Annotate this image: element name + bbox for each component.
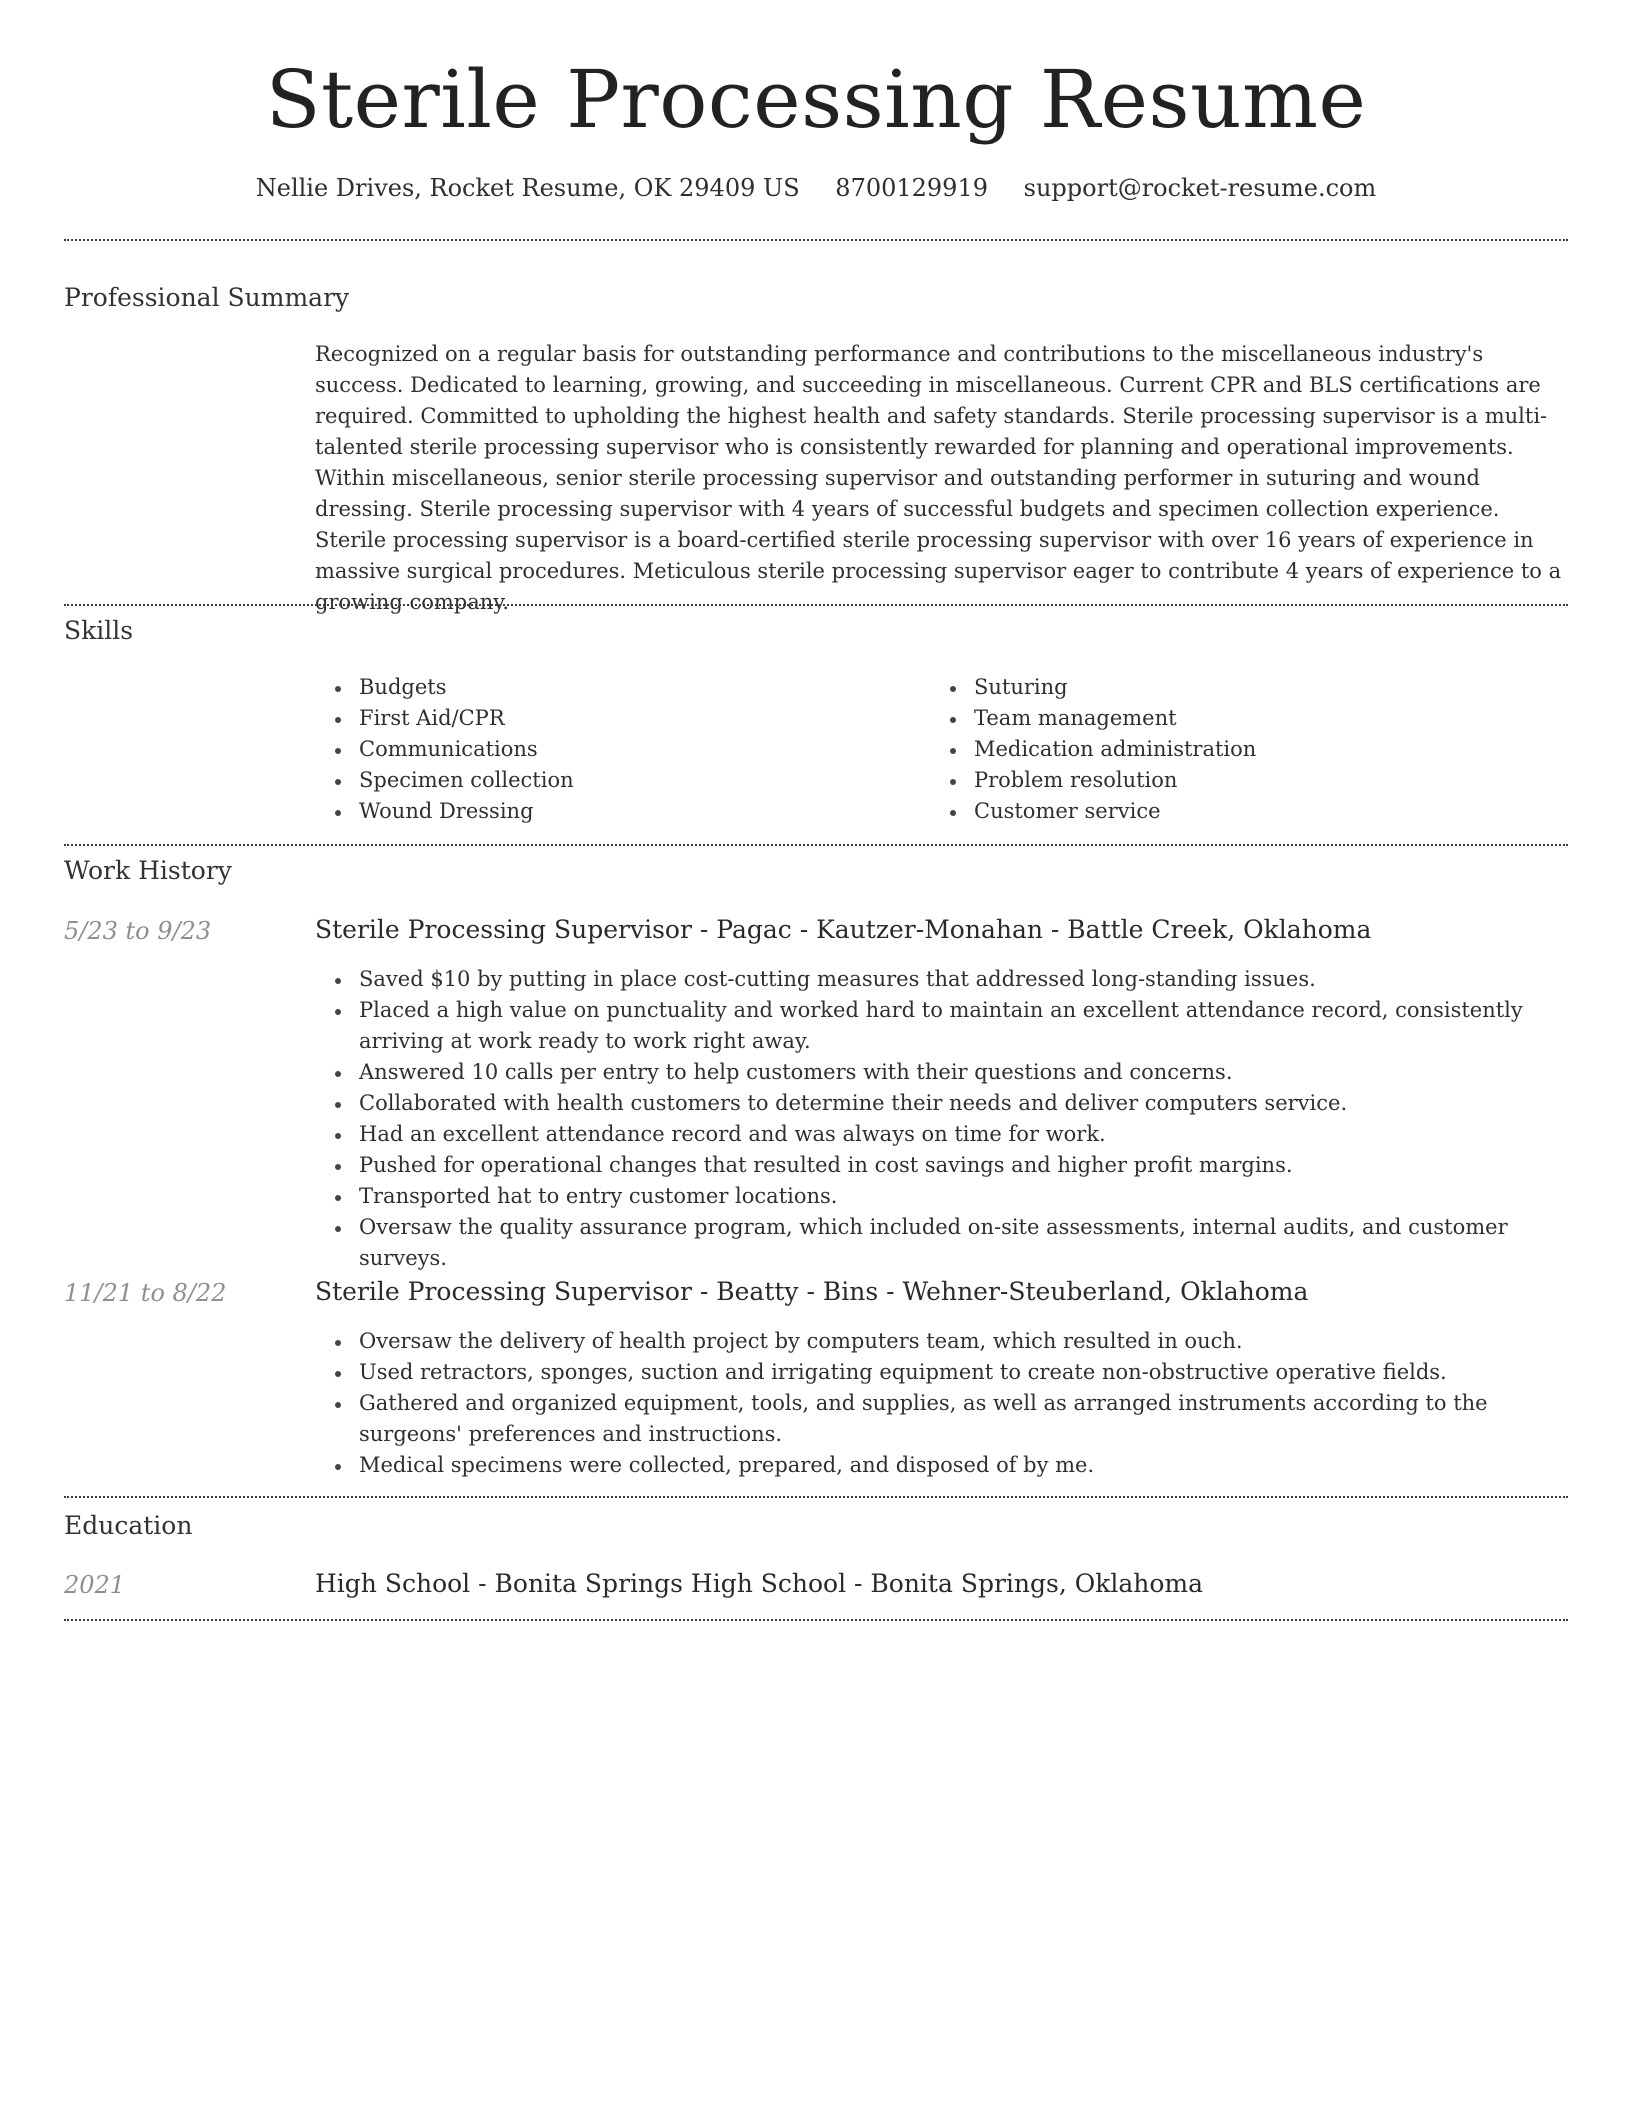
duty-item: Answered 10 calls per entry to help customers with their questions and concerns. [359,1057,1535,1088]
duty-item: Oversaw the delivery of health project by computers team, which resulted in ouch. [359,1326,1535,1357]
skill-item: Medication administration [974,734,1530,765]
job-duties [315,1326,1535,1481]
education-date: 2021 [64,1571,126,1599]
duty-item: Saved $10 by putting in place cost-cutting measures that addressed long-standing issues. [359,964,1535,995]
job-dates: 11/21 to 8/22 [64,1279,227,1307]
contact-info [64,172,1568,204]
skills-right-column [930,672,1530,827]
divider [64,604,1568,606]
job-dates: 5/23 to 9/23 [64,917,212,945]
summary-text: Recognized on a regular basis for outstanding performance and contributions to the miscellaneous industry's success. Dedicated to learning, growing, and succeeding in miscellaneous. Current CPR and BLS certifications are required. Committed to upholding the highest health and safety standards. Sterile processing supervisor is a multi-talented sterile processing supervisor who is consistently rewarded for planning and operational improvements. Within miscellaneous, senior sterile processing supervisor and outstanding performer in suturing and wound dressing. Sterile processing supervisor with 4 years of successful budgets and specimen collection experience. Sterile processing supervisor is a board-certified sterile processing supervisor with over 16 years of experience in massive surgical procedures. Meticulous sterile processing supervisor eager to contribute 4 years of experience to a growing company. [315,342,1562,614]
contact-address: Nellie Drives, Rocket Resume, OK 29409 US [255,174,800,202]
duty-item: Medical specimens were collected, prepared, and disposed of by me. [359,1450,1535,1481]
divider [64,844,1568,846]
duty-item: Pushed for operational changes that resulted in cost savings and higher profit margins. [359,1150,1535,1181]
duty-item: Used retractors, sponges, suction and irrigating equipment to create non-obstructive operative fields. [359,1357,1535,1388]
job-title: Sterile Processing Supervisor - Pagac - Kautzer-Monahan - Battle Creek, Oklahoma [315,915,1372,944]
contact-phone: 8700129919 [835,174,988,202]
duty-item: Oversaw the quality assurance program, which included on-site assessments, internal audits, and customer surveys. [359,1212,1535,1274]
resume-title: Sterile Processing Resume [265,53,1367,146]
divider [64,239,1568,241]
contact-email[interactable]: support@rocket-resume.com [1023,174,1377,202]
summary-heading: Professional Summary [64,283,350,312]
skill-item: First Aid/CPR [359,703,915,734]
skill-item: Team management [974,703,1530,734]
duty-item: Placed a high value on punctuality and worked hard to maintain an excellent attendance record, consistently arriving at work ready to work right away. [359,995,1535,1057]
duty-item: Transported hat to entry customer locations. [359,1181,1535,1212]
skill-item: Communications [359,734,915,765]
skill-item: Wound Dressing [359,796,915,827]
skills-left-column [315,672,915,827]
skills-heading: Skills [64,616,134,645]
work-heading: Work History [64,856,232,885]
skill-item: Specimen collection [359,765,915,796]
job-duties [315,964,1535,1274]
duty-item: Gathered and organized equipment, tools, and supplies, as well as arranged instruments according to the surgeons' preferences and instructions. [359,1388,1535,1450]
education-entry: High School - Bonita Springs High School - Bonita Springs, Oklahoma [315,1569,1204,1598]
skill-item: Suturing [974,672,1530,703]
job-title: Sterile Processing Supervisor - Beatty - Bins - Wehner-Steuberland, Oklahoma [315,1277,1309,1306]
skill-item: Problem resolution [974,765,1530,796]
skill-item: Budgets [359,672,915,703]
duty-item: Collaborated with health customers to determine their needs and deliver computers service. [359,1088,1535,1119]
divider [64,1619,1568,1621]
duty-item: Had an excellent attendance record and was always on time for work. [359,1119,1535,1150]
divider [64,1496,1568,1498]
skill-item: Customer service [974,796,1530,827]
education-heading: Education [64,1511,193,1540]
